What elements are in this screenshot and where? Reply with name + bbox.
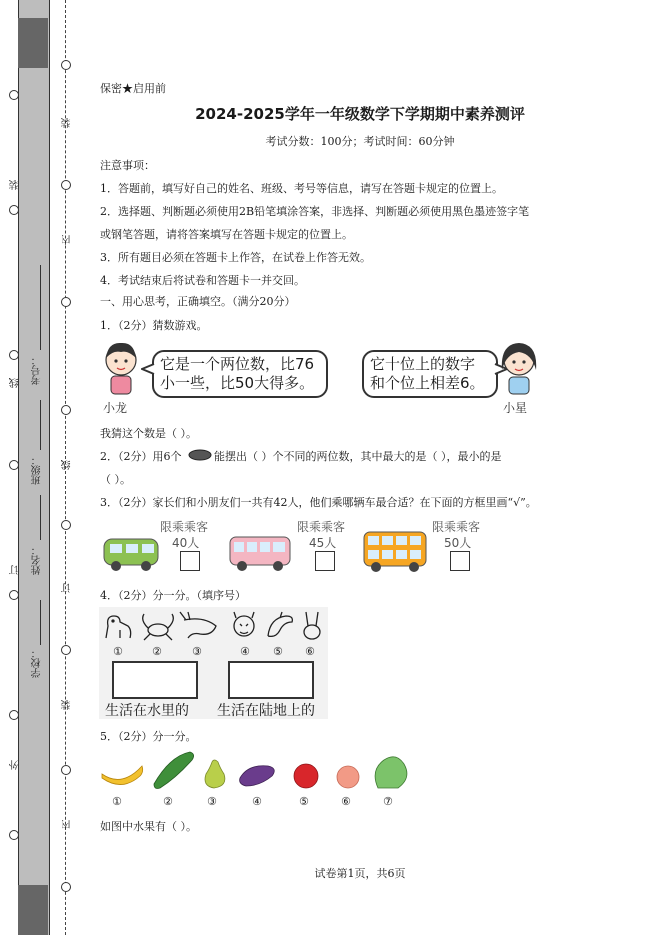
q3-stem: 3．（2分）家长们和小朋友们一共有42人，他们乘哪辆车最合适？在下面的方框里画“√”。 [100, 496, 537, 509]
q1-stem: 1．（2分）猜数游戏。 [100, 319, 208, 332]
margin-label: 订 [62, 583, 73, 593]
exam-info: 考试分数：100分；考试时间：60分钟 [265, 135, 455, 148]
water-label: 生活在水里的 [105, 703, 189, 719]
confidential-mark: 保密★启用前 [100, 82, 166, 95]
bubble-right-line: 它十位上的数字 [370, 355, 476, 373]
land-answer-box[interactable] [228, 661, 314, 699]
binding-hole-outer [9, 830, 19, 840]
produce-row [100, 750, 412, 792]
class-field-line [40, 400, 41, 450]
item-number: ⑥ [341, 795, 351, 808]
dog-icon [106, 616, 131, 638]
water-answer-box[interactable] [112, 661, 198, 699]
q2-line1-rest: 能摆出（ ）个不同的两位数，其中最大的是（ ），最小的是 [214, 450, 502, 463]
school-field-label: 学校： [32, 648, 43, 678]
binding-hole [61, 180, 71, 190]
boy-name: 小龙 [103, 401, 128, 415]
page-title: 2024-2025学年一年级数学下学期期中素养测评 [195, 105, 525, 123]
bubble-left-tail [141, 362, 155, 376]
binding-hole [61, 405, 71, 415]
bubble-left-line: 它是一个两位数，比76 [160, 355, 315, 373]
item-number: ⑤ [299, 795, 309, 808]
bubble-left-line: 小一些，比50大得多。 [160, 374, 315, 392]
capacity-count: 50人 [444, 536, 472, 550]
exam-id-field-line [40, 265, 41, 350]
capacity-count: 45人 [309, 536, 337, 550]
binding-strip [0, 0, 82, 935]
section-heading: 一、用心思考，正确填空。（满分20分） [100, 295, 296, 308]
note-item: 4．考试结束后将试卷和答题卡一并交回。 [100, 274, 305, 287]
q2-line2: （ ）。 [100, 473, 131, 486]
capacity-label: 限乘乘客 [432, 520, 481, 534]
note-item: 3．所有题目必须在答题卡上作答，在试卷上作答无效。 [100, 251, 371, 264]
binding-hole-outer [9, 590, 19, 600]
outer-margin-label: 线 [10, 378, 21, 388]
q4-stem: 4．（2分）分一分。（填序号） [100, 589, 246, 602]
binding-hole-outer [9, 90, 19, 100]
margin-label: 内 [62, 235, 73, 245]
binding-dark-block-bottom [18, 885, 48, 935]
item-number: ① [113, 645, 123, 658]
item-number: ⑦ [383, 795, 393, 808]
note-item: 1．答题前，填写好自己的姓名、班级、考号等信息，请写在答题卡规定的位置上。 [100, 182, 503, 195]
item-number: ④ [240, 645, 250, 658]
choice-box[interactable] [315, 551, 335, 571]
name-field-line [40, 495, 41, 540]
girl-name: 小星 [503, 401, 528, 415]
note-item: 或钢笔答题，请将答案填写在答题卡规定的位置上。 [100, 228, 353, 241]
capacity-label: 限乘乘客 [160, 520, 209, 534]
outer-margin-label: 订 [10, 565, 21, 575]
rabbit-icon [304, 612, 320, 639]
item-number: ① [112, 795, 122, 808]
binding-hole-outer [9, 205, 19, 215]
van-illustration [102, 533, 160, 573]
binding-hole [61, 60, 71, 70]
item-number: ④ [252, 795, 262, 808]
dolphin-icon [268, 612, 292, 636]
school-field-line [40, 600, 41, 645]
land-label: 生活在陆地上的 [217, 703, 315, 719]
peach-icon [337, 766, 359, 788]
q1-answer-line: 我猜这个数是（ ）。 [100, 427, 197, 440]
binding-dark-block-top [18, 18, 48, 68]
note-item: 2．选择题、判断题必须使用2B铅笔填涂答案，非选择、判断题必须使用黑色墨迹签字笔 [100, 205, 530, 218]
q2-line1-start: 2．（2分）用6个 [100, 450, 182, 463]
tiger-icon [234, 612, 254, 636]
item-number: ② [152, 645, 162, 658]
margin-label: 内 [62, 820, 73, 830]
crab-icon [143, 614, 174, 640]
margin-label: 装 [62, 118, 73, 128]
eggplant-icon [240, 766, 275, 786]
animal-row [100, 608, 328, 644]
pear-icon [205, 760, 225, 788]
q5-stem: 5．（2分）分一分。 [100, 730, 197, 743]
boy-illustration [98, 340, 144, 396]
binding-hole-outer [9, 710, 19, 720]
exam-id-field-label: 考号： [32, 355, 43, 385]
double-decker-illustration [362, 530, 428, 574]
name-field-label: 姓名： [32, 545, 43, 575]
item-number: ⑤ [273, 645, 283, 658]
cucumber-icon [154, 752, 194, 789]
binding-hole [61, 765, 71, 775]
token-icon [188, 448, 212, 462]
binding-hole [61, 520, 71, 530]
speech-bubble-left [152, 350, 328, 398]
binding-hole [61, 882, 71, 892]
bubble-right-line: 和个位上相差6。 [370, 374, 485, 392]
binding-hole-outer [9, 350, 19, 360]
speech-bubble-right [362, 350, 498, 398]
item-number: ③ [192, 645, 202, 658]
item-number: ② [163, 795, 173, 808]
notes-heading: 注意事项： [100, 159, 155, 172]
binding-hole [61, 297, 71, 307]
margin-label: 线 [62, 460, 73, 470]
cabbage-icon [375, 757, 407, 788]
class-field-label: 班级： [32, 455, 43, 485]
banana-icon [102, 766, 143, 785]
binding-hole [61, 645, 71, 655]
binding-hole-outer [9, 460, 19, 470]
choice-box[interactable] [450, 551, 470, 571]
page-footer: 试卷第1页，共6页 [314, 867, 406, 880]
choice-box[interactable] [180, 551, 200, 571]
margin-label: 装 [62, 700, 73, 710]
item-number: ③ [207, 795, 217, 808]
q5-answer-line: 如图中水果有（ ）。 [100, 820, 197, 833]
shrimp-icon [180, 612, 216, 638]
bus-illustration [228, 533, 292, 573]
outer-margin-label: 装 [10, 180, 21, 190]
girl-illustration [496, 340, 542, 396]
outer-margin-label: 外 [10, 760, 21, 770]
item-number: ⑥ [305, 645, 315, 658]
capacity-count: 40人 [172, 536, 200, 550]
capacity-label: 限乘乘客 [297, 520, 346, 534]
apple-icon [294, 764, 318, 788]
